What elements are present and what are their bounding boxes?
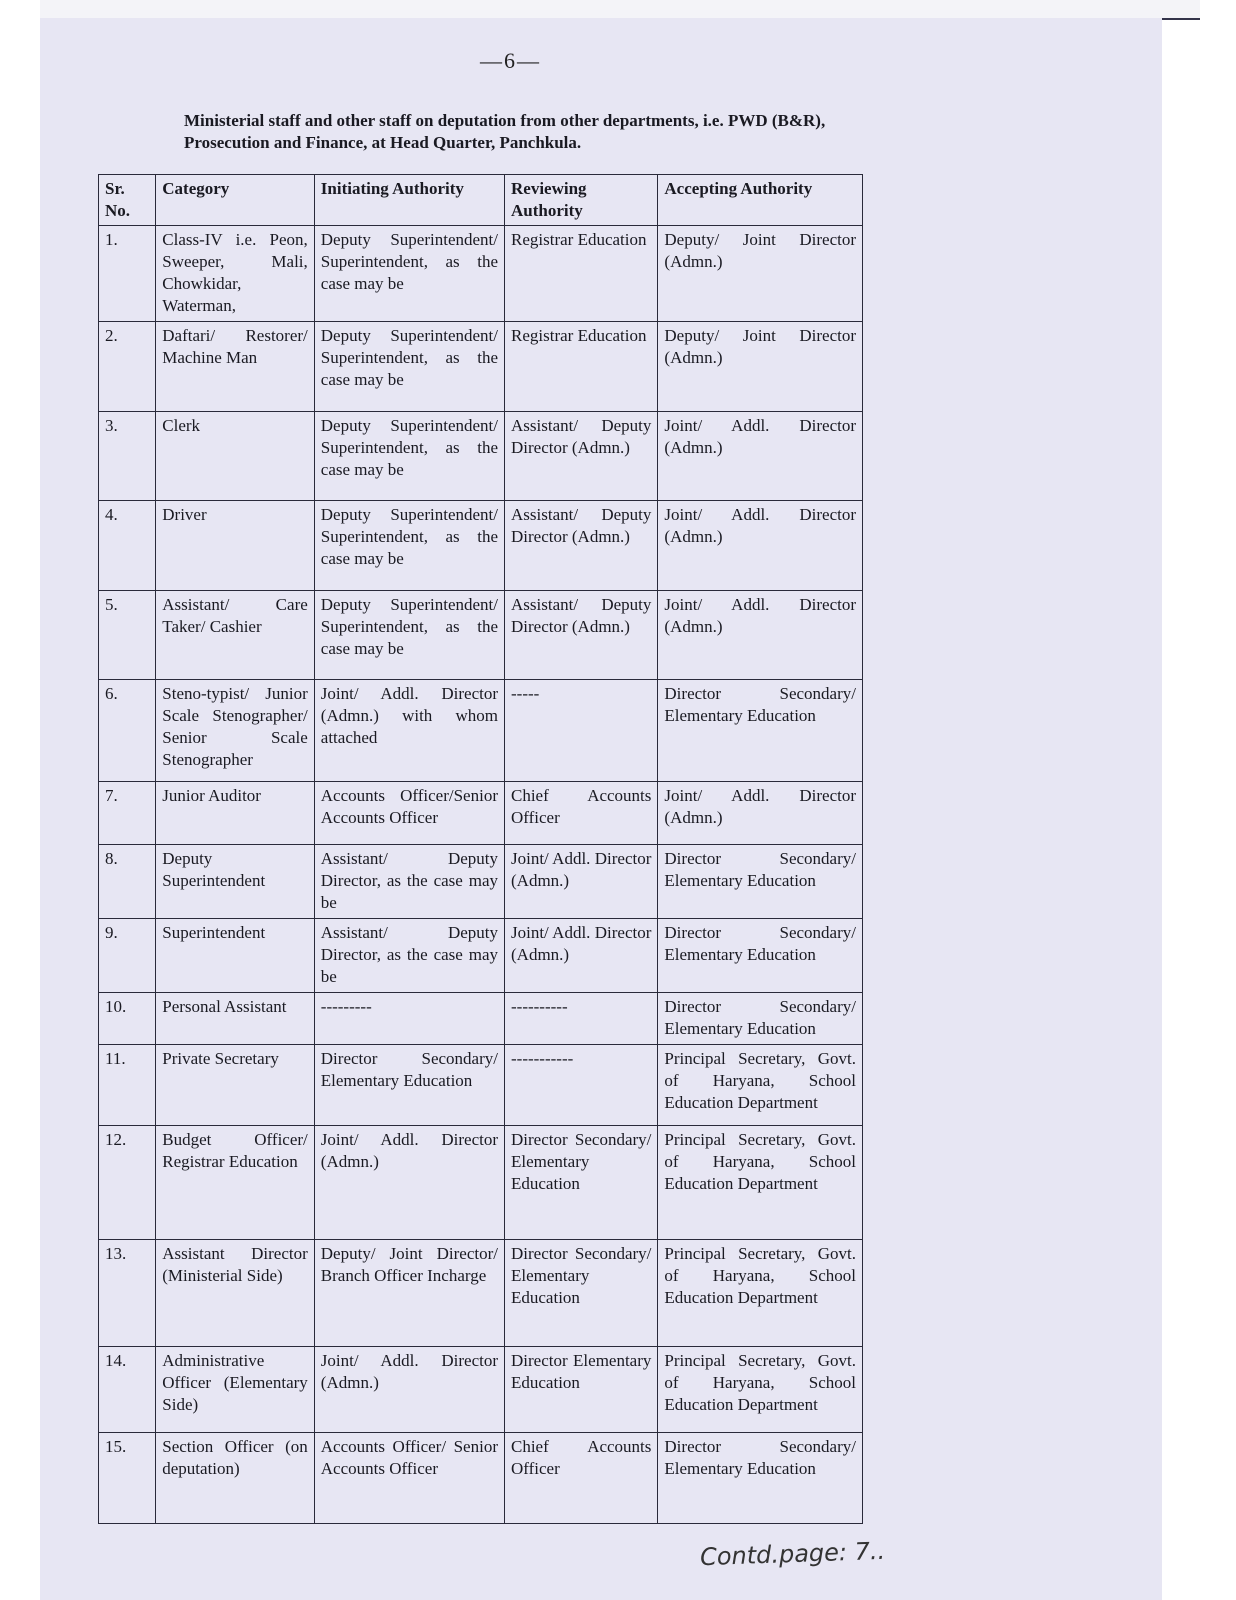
cell-initiating-authority: Deputy Superintendent/ Superintendent, as the case may be [314,501,504,590]
cell-initiating-authority: Deputy Superintendent/ Superintendent, as the case may be [314,322,504,411]
table-row [99,226,863,322]
cell-sr-no: 10. [99,992,156,1044]
cell-reviewing-authority: Director Elementary Education [505,1347,658,1432]
continued-note: Contd.page: 7.. [699,1536,886,1572]
page-top-edge [40,0,1200,20]
cell-accepting-authority: Deputy/ Joint Director (Admn.) [658,226,863,322]
cell-initiating-authority: Joint/ Addl. Director (Admn.) with whom attached [314,679,504,781]
table-row [99,1347,863,1432]
cell-initiating-authority: Deputy/ Joint Director/ Branch Officer Incharge [314,1239,504,1347]
cell-reviewing-authority: Joint/ Addl. Director (Admn.) [505,918,658,992]
cell-accepting-authority: Joint/ Addl. Director (Admn.) [658,781,863,844]
cell-initiating-authority: Director Secondary/ Elementary Education [314,1044,504,1125]
cell-accepting-authority: Joint/ Addl. Director (Admn.) [658,411,863,500]
cell-category: Superintendent [156,918,315,992]
cell-initiating-authority: Deputy Superintendent/ Superintendent, as the case may be [314,411,504,500]
cell-accepting-authority: Principal Secretary, Govt. of Haryana, School Education Department [658,1239,863,1347]
cell-category: Assistant Director (Ministerial Side) [156,1239,315,1347]
cell-reviewing-authority: Director Secondary/ Elementary Education [505,1125,658,1239]
cell-reviewing-authority: Assistant/ Deputy Director (Admn.) [505,590,658,679]
cell-accepting-authority: Deputy/ Joint Director (Admn.) [658,322,863,411]
header-accepting-authority: Accepting Authority [658,175,863,226]
table-row [99,590,863,679]
page-number: —6— [480,48,541,73]
cell-category: Steno-typist/ Junior Scale Stenographer/ Senior Scale Stenographer [156,679,315,781]
cell-reviewing-authority: ----------- [505,1044,658,1125]
cell-reviewing-authority: ---------- [505,992,658,1044]
cell-category: Administrative Officer (Elementary Side) [156,1347,315,1432]
cell-accepting-authority: Director Secondary/ Elementary Education [658,1432,863,1523]
cell-reviewing-authority: Chief Accounts Officer [505,781,658,844]
cell-reviewing-authority: Director Secondary/ Elementary Education [505,1239,658,1347]
header-initiating-authority: Initiating Authority [314,175,504,226]
cell-category: Budget Officer/ Registrar Education [156,1125,315,1239]
table-row [99,918,863,992]
table-row [99,679,863,781]
cell-category: Clerk [156,411,315,500]
header-category: Category [156,175,315,226]
cell-sr-no: 11. [99,1044,156,1125]
cell-sr-no: 6. [99,679,156,781]
cell-accepting-authority: Principal Secretary, Govt. of Haryana, School Education Department [658,1347,863,1432]
cell-category: Driver [156,501,315,590]
cell-initiating-authority: Assistant/ Deputy Director, as the case may be [314,844,504,918]
cell-category: Assistant/ Care Taker/ Cashier [156,590,315,679]
table-row [99,992,863,1044]
cell-accepting-authority: Director Secondary/ Elementary Education [658,918,863,992]
cell-reviewing-authority: Chief Accounts Officer [505,1432,658,1523]
cell-category: Daftari/ Restorer/ Machine Man [156,322,315,411]
cell-reviewing-authority: Registrar Education [505,226,658,322]
cell-sr-no: 9. [99,918,156,992]
cell-accepting-authority: Joint/ Addl. Director (Admn.) [658,590,863,679]
cell-initiating-authority: Deputy Superintendent/ Superintendent, as the case may be [314,590,504,679]
cell-accepting-authority: Director Secondary/ Elementary Education [658,844,863,918]
cell-category: Private Secretary [156,1044,315,1125]
cell-initiating-authority: Joint/ Addl. Director (Admn.) [314,1347,504,1432]
table-row [99,411,863,500]
cell-category: Section Officer (on deputation) [156,1432,315,1523]
cell-category: Class-IV i.e. Peon, Sweeper, Mali, Chowkidar, Waterman, [156,226,315,322]
header-reviewing-authority: Reviewing Authority [505,175,658,226]
cell-category: Junior Auditor [156,781,315,844]
cell-sr-no: 13. [99,1239,156,1347]
cell-reviewing-authority: Assistant/ Deputy Director (Admn.) [505,411,658,500]
cell-accepting-authority: Joint/ Addl. Director (Admn.) [658,501,863,590]
table-row [99,1125,863,1239]
cell-sr-no: 15. [99,1432,156,1523]
cell-sr-no: 7. [99,781,156,844]
cell-initiating-authority: Assistant/ Deputy Director, as the case may be [314,918,504,992]
cell-accepting-authority: Principal Secretary, Govt. of Haryana, School Education Department [658,1044,863,1125]
table-row [99,844,863,918]
cell-initiating-authority: --------- [314,992,504,1044]
cell-accepting-authority: Director Secondary/ Elementary Education [658,992,863,1044]
cell-accepting-authority: Director Secondary/ Elementary Education [658,679,863,781]
cell-reviewing-authority: Joint/ Addl. Director (Admn.) [505,844,658,918]
document-heading: Ministerial staff and other staff on deputation from other departments, i.e. PWD (B&R), Prosecution and Finance, at Head Quarter, Panchkula. [184,111,826,152]
cell-category: Personal Assistant [156,992,315,1044]
table-row [99,501,863,590]
table-row [99,322,863,411]
cell-sr-no: 1. [99,226,156,322]
cell-accepting-authority: Principal Secretary, Govt. of Haryana, School Education Department [658,1125,863,1239]
table-row [99,781,863,844]
cell-sr-no: 2. [99,322,156,411]
cell-sr-no: 4. [99,501,156,590]
table-row [99,1044,863,1125]
cell-initiating-authority: Accounts Officer/Senior Accounts Officer [314,781,504,844]
cell-sr-no: 8. [99,844,156,918]
cell-reviewing-authority: ----- [505,679,658,781]
header-sr-no: Sr. No. [99,175,156,226]
cell-sr-no: 14. [99,1347,156,1432]
cell-initiating-authority: Joint/ Addl. Director (Admn.) [314,1125,504,1239]
table-row [99,1239,863,1347]
table-header-row [99,175,863,226]
cell-sr-no: 5. [99,590,156,679]
cell-category: Deputy Superintendent [156,844,315,918]
cell-sr-no: 12. [99,1125,156,1239]
cell-initiating-authority: Deputy Superintendent/ Superintendent, as the case may be [314,226,504,322]
cell-reviewing-authority: Registrar Education [505,322,658,411]
cell-initiating-authority: Accounts Officer/ Senior Accounts Officer [314,1432,504,1523]
cell-sr-no: 3. [99,411,156,500]
authority-table [98,174,863,1524]
table-row [99,1432,863,1523]
cell-reviewing-authority: Assistant/ Deputy Director (Admn.) [505,501,658,590]
